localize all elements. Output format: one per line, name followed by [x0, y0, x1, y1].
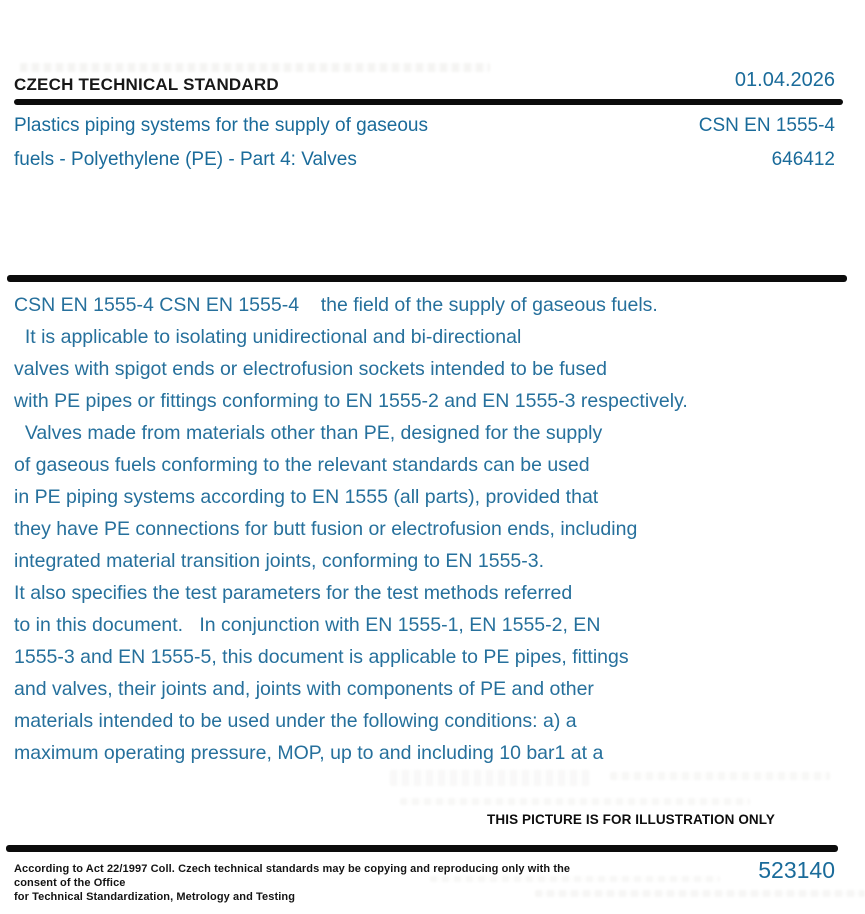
document-title-line2: fuels - Polyethylene (PE) - Part 4: Valves — [14, 149, 357, 170]
ghost-text-smudge — [400, 798, 750, 805]
scope-text-line: CSN EN 1555-4 CSN EN 1555-4 the field of the supply of gaseous fuels. — [14, 294, 658, 316]
document-title — [14, 109, 574, 177]
standard-type-label: CZECH TECHNICAL STANDARD — [14, 75, 279, 94]
scope-text-line: 1555-3 and EN 1555-5, this document is applicable to PE pipes, fittings — [14, 646, 629, 668]
scope-text-line: integrated material transition joints, conforming to EN 1555-3. — [14, 550, 545, 572]
ghost-text-smudge — [610, 772, 830, 780]
scope-text-line: valves with spigot ends or electrofusion sockets intended to be fused — [14, 358, 607, 380]
standard-code-block — [699, 109, 835, 177]
issue-date: 01.04.2026 — [734, 69, 835, 91]
copyright-notice — [14, 862, 594, 904]
scope-text-line: maximum operating pressure, MOP, up to and including 10 bar1 at a — [14, 742, 604, 764]
ghost-text-smudge — [535, 890, 865, 897]
ghost-text-smudge — [430, 876, 720, 882]
document-number: 523140 — [758, 857, 835, 883]
illustration-only-notice: THIS PICTURE IS FOR ILLUSTRATION ONLY — [487, 812, 775, 827]
scope-divider-rule — [7, 275, 847, 282]
scope-text-line: Valves made from materials other than PE, designed for the supply — [14, 422, 603, 444]
ghost-text-smudge — [390, 770, 590, 786]
standard-code: CSN EN 1555-4 — [698, 115, 835, 136]
copyright-notice-line1: According to Act 22/1997 Coll. Czech technical standards may be copying and reproducing only with the consent of the Office — [14, 863, 571, 889]
scope-text-line: materials intended to be used under the following conditions: a) a — [14, 710, 577, 732]
scope-text-line: of gaseous fuels conforming to the relevant standards can be used — [14, 454, 590, 476]
header-divider-rule — [14, 99, 843, 105]
scope-text-line: to in this document. In conjunction with EN 1555-1, EN 1555-2, EN — [14, 614, 601, 636]
scope-text — [14, 289, 814, 769]
classification-code: 646412 — [771, 149, 835, 170]
scope-text-line: they have PE connections for butt fusion or electrofusion ends, including — [14, 518, 638, 540]
scope-text-line: with PE pipes or fittings conforming to EN 1555-2 and EN 1555-3 respectively. — [14, 390, 688, 412]
scope-text-line: in PE piping systems according to EN 1555 (all parts), provided that — [14, 486, 599, 508]
copyright-notice-line2: for Technical Standardization, Metrology and Testing — [14, 891, 296, 903]
document-title-line1: Plastics piping systems for the supply of gaseous — [14, 115, 428, 136]
footer-divider-rule — [6, 845, 838, 852]
scope-text-line: It is applicable to isolating unidirectional and bi-directional — [14, 326, 522, 348]
scope-text-line: and valves, their joints and, joints with components of PE and other — [14, 678, 594, 700]
scope-text-line: It also specifies the test parameters for the test methods referred — [14, 582, 573, 604]
ghost-text-smudge — [20, 63, 490, 72]
